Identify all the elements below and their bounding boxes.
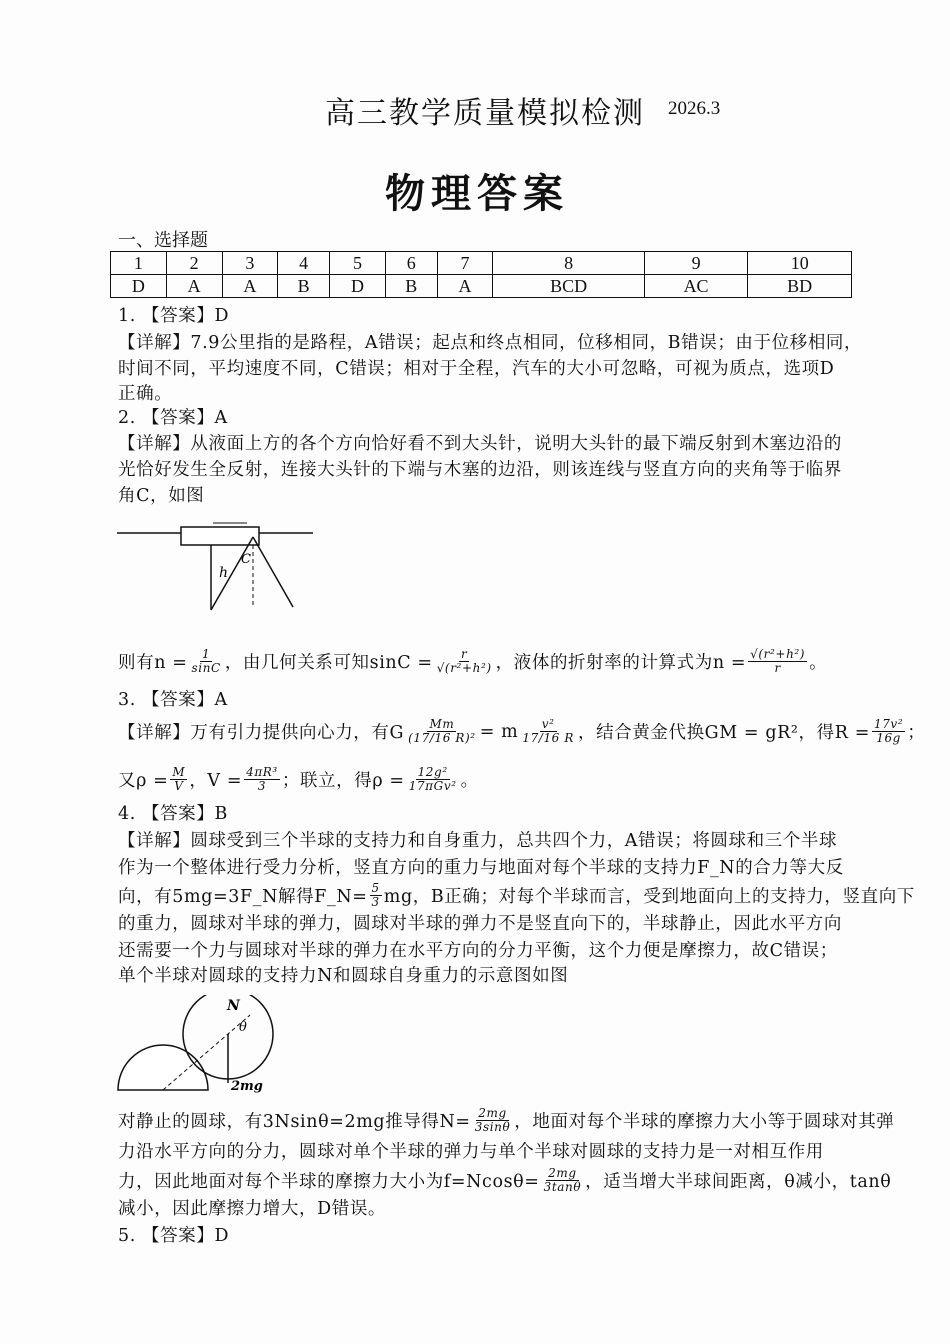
denominator: 3sinθ (474, 1120, 511, 1135)
text-segment: ，适当增大半球间距离，θ减小，tanθ (585, 1172, 892, 1193)
numerator: √(r²+h²) (750, 647, 806, 661)
text-segment: ，地面对每个半球的摩擦力大小等于圆球对其弹 (514, 1112, 895, 1133)
text-segment: ，液体的折射率的计算式为n = (495, 653, 747, 674)
text-line (118, 718, 925, 745)
text-segment: ；联立，得ρ = (281, 771, 405, 792)
question-number: 1 (111, 252, 167, 275)
text-segment: 5. 【答案】D (118, 1226, 230, 1246)
question-number: 9 (644, 252, 748, 275)
text-line (118, 404, 228, 429)
answer-cell: A (437, 275, 493, 298)
denominator: 3 (257, 779, 267, 794)
exam-title: 高三教学质量模拟检测 (325, 96, 645, 131)
text-segment: ； (907, 723, 926, 744)
text-line (118, 456, 842, 481)
fraction (406, 718, 478, 745)
numerator: 4πR³ (246, 765, 278, 779)
theta-label: θ (239, 1020, 247, 1035)
text-line (118, 766, 479, 793)
fraction (244, 766, 280, 793)
text-segment: 对静止的圆球，有3Nsinθ=2mg推导得N= (118, 1112, 471, 1133)
text-segment: 4. 【答案】B (118, 804, 228, 824)
c-label: C (241, 552, 251, 567)
text-line (118, 910, 842, 935)
text-line (118, 937, 838, 962)
text-segment: 。 (809, 653, 828, 674)
text-segment: 又ρ = (118, 771, 169, 792)
numerator: 2mg (548, 1166, 577, 1180)
fraction (370, 882, 382, 909)
question-number: 8 (493, 252, 644, 275)
text-segment: 【详解】从液面上方的各个方向恰好看不到大头针，说明大头针的最下端反射到木塞边沿的 (118, 434, 842, 454)
text-segment: 【详解】万有引力提供向心力，有G (118, 723, 405, 744)
text-segment: ，结合黄金代换GM = gR²，得R = (577, 723, 870, 744)
fraction (520, 718, 576, 745)
text-segment: ，由几何关系可知sinC = (224, 653, 433, 674)
text-line (118, 648, 827, 675)
text-line (118, 800, 228, 825)
answer-table (110, 251, 852, 298)
fraction (748, 648, 807, 675)
text-line (118, 686, 228, 711)
numerator: Mm (429, 717, 455, 731)
exam-date: 2026.3 (668, 98, 721, 119)
question-number: 10 (748, 252, 852, 275)
answer-cell: BCD (493, 275, 644, 298)
answer-cell: BD (748, 275, 852, 298)
fraction (542, 1167, 584, 1194)
answer-cell: B (278, 275, 330, 298)
denominator: 3tanθ (543, 1180, 582, 1195)
answer-cell: B (385, 275, 437, 298)
text-segment: 【详解】7.9公里指的是路程，A错误；起点和终点相同，位移相同，B错误；由于位移相同， (118, 333, 863, 353)
answer-cell: A (166, 275, 222, 298)
text-segment: 时间不同，平均速度不同，C错误；相对于全程，汽车的大小可忽略，可视为质点，选项D (118, 359, 835, 379)
denominator: (17/16 R)² (408, 731, 476, 746)
text-line (118, 1222, 229, 1247)
text-segment: 3. 【答案】A (118, 690, 228, 710)
text-line (118, 430, 842, 455)
numerator: 12g² (417, 765, 448, 779)
text-segment: ，V = (189, 771, 243, 792)
fraction (190, 648, 223, 675)
text-segment: 单个半球对圆球的支持力N和圆球自身重力的示意图如图 (118, 966, 569, 986)
answer-row (111, 275, 852, 298)
numerator: r (460, 647, 468, 661)
denominator: sinC (191, 661, 221, 676)
numerator: 1 (202, 647, 211, 661)
text-line (118, 1195, 386, 1220)
text-segment: 2. 【答案】A (118, 408, 228, 428)
text-segment: 。 (460, 771, 479, 792)
text-segment: 角C，如图 (118, 486, 205, 506)
question-number: 5 (330, 252, 386, 275)
question-number: 7 (437, 252, 493, 275)
question-number-row (111, 252, 852, 275)
text-segment: mg，B正确；对每个半球而言，受到地面向上的支持力，竖直向下 (383, 887, 915, 908)
h-label: h (219, 565, 229, 581)
numerator: 5 (371, 881, 380, 895)
text-segment: 的重力，圆球对半球的弹力，圆球对半球的弹力不是竖直向下的，半球静止，因此水平方向 (118, 914, 842, 934)
text-segment: 光恰好发生全反射，连接大头针的下端与木塞的边沿，则该连线与竖直方向的夹角等于临界 (118, 460, 842, 480)
text-segment: 力，因此地面对每个半球的摩擦力大小为f=Ncosθ= (118, 1172, 540, 1193)
text-segment: = m (479, 721, 519, 742)
text-line (118, 1107, 894, 1134)
fraction (473, 1107, 513, 1134)
text-segment: 则有n = (118, 653, 188, 674)
text-segment: 作为一个整体进行受力分析，竖直方向的重力与地面对每个半球的支持力F_N的合力等大反 (118, 858, 844, 878)
text-line (118, 482, 204, 507)
answer-cell: AC (644, 275, 748, 298)
denominator: 3 (371, 895, 380, 910)
n-label: N (227, 998, 240, 1014)
text-segment: 减小，因此摩擦力增大，D错误。 (118, 1199, 387, 1219)
text-line (118, 1167, 891, 1194)
mg-label: 2mg (231, 1079, 263, 1094)
text-line (118, 302, 229, 327)
denominator: V (174, 779, 184, 794)
text-line (118, 329, 862, 354)
denominator: 17/16 R (522, 731, 574, 746)
answer-cell: D (111, 275, 167, 298)
question-number: 2 (166, 252, 222, 275)
answer-cell: D (330, 275, 386, 298)
section-heading: 一、选择题 (118, 230, 208, 251)
text-segment: 【详解】圆球受到三个半球的支持力和自身重力，总共四个力，A错误；将圆球和三个半球 (118, 831, 838, 851)
text-line (118, 1138, 824, 1163)
text-line (118, 882, 915, 909)
text-segment: 向，有5mg=3F_N解得F_N= (118, 887, 368, 908)
denominator: √(r²+h²) (436, 661, 492, 676)
text-line (118, 380, 172, 405)
text-segment: 力沿水平方向的分力，圆球对单个半球的弹力与单个半球对圆球的支持力是一对相互作用 (118, 1142, 824, 1162)
text-line (118, 355, 834, 380)
answer-cell: A (222, 275, 278, 298)
question-number: 3 (222, 252, 278, 275)
numerator: 2mg (478, 1106, 507, 1120)
question-number: 4 (278, 252, 330, 275)
fraction (872, 718, 905, 745)
numerator: 17v² (873, 717, 904, 731)
text-segment: 正确。 (118, 384, 173, 404)
text-segment: 1. 【答案】D (118, 306, 230, 326)
text-line (118, 854, 844, 879)
hemisphere-force-diagram (115, 995, 285, 1095)
denominator: 16g (876, 731, 901, 746)
text-line (118, 827, 837, 852)
fraction (407, 766, 459, 793)
denominator: r (774, 661, 781, 676)
fraction (435, 648, 494, 675)
refraction-diagram (115, 515, 315, 615)
denominator: 17πGv² (408, 779, 457, 794)
fraction (170, 766, 187, 793)
numerator: v² (541, 717, 555, 731)
question-number: 6 (385, 252, 437, 275)
numerator: M (172, 765, 186, 779)
text-line (118, 962, 568, 987)
subject-title: 物理答案 (385, 170, 569, 217)
text-segment: 还需要一个力与圆球对半球的弹力在水平方向的分力平衡，这个力便是摩擦力，故C错误； (118, 941, 838, 961)
